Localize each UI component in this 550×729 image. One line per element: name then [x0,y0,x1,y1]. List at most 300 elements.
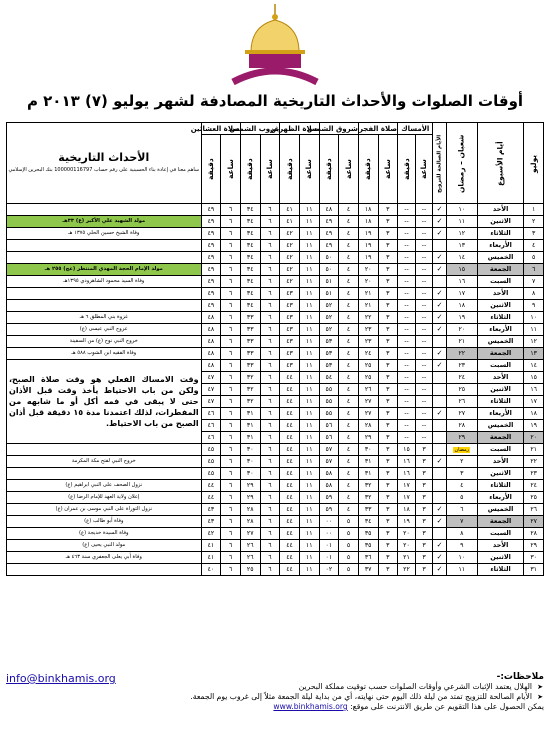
isha-minute: ٤٨ [201,360,221,372]
sunrise-hour: ٥ [339,516,359,528]
fajr-hour: ٣ [378,252,398,264]
isha-minute: ٤٦ [201,420,221,432]
isha-minute: ٤٥ [201,444,221,456]
sunrise-minute: ٥٨ [319,468,339,480]
table-row [7,504,544,516]
sunset-hour: ٦ [260,204,280,216]
marriage-check [433,528,446,540]
gregorian-day: ١٩ [524,420,544,432]
sunset-hour: ٦ [260,348,280,360]
imsak-minute: -- [398,324,416,336]
sunrise-hour: ٤ [339,312,359,324]
fajr-hour: ٣ [378,312,398,324]
hijri-day: ١١ [446,564,477,576]
sunrise-minute: ٥٦ [319,420,339,432]
weekday: الأحد [477,204,524,216]
fajr-hour: ٣ [378,480,398,492]
fajr-hour: ٣ [378,264,398,276]
gregorian-day: ٢٤ [524,480,544,492]
weekday: الخميس [477,504,524,516]
table-row [7,564,544,576]
event-cell [7,300,202,312]
marriage-check [433,372,446,384]
fajr-minute: ٢٤ [358,348,378,360]
dhuhr-minute: ٤٤ [280,528,300,540]
table-row [7,276,544,288]
marriage-check: ✓ [433,312,446,324]
isha-hour: ٦ [221,564,241,576]
sunset-minute: ٢٩ [240,480,260,492]
fajr-minute: ١٨ [358,216,378,228]
fajr-hour: ٣ [378,492,398,504]
dhuhr-minute: ٤٤ [280,564,300,576]
marriage-check: ✓ [433,504,446,516]
sunrise-minute: ٥٢ [319,300,339,312]
table-row [7,468,544,480]
sunset-hour: ٦ [260,240,280,252]
fajr-minute: ٢٨ [358,420,378,432]
imsak-hour: -- [415,348,433,360]
fajr-minute: ٢٩ [358,432,378,444]
dhuhr-hour: ١١ [299,252,319,264]
imsak-minute: ٢٠ [398,528,416,540]
imsak-hour: ٣ [415,504,433,516]
isha-minute: ٤٤ [201,480,221,492]
sunset-hour: ٦ [260,540,280,552]
sunrise-hour: ٤ [339,384,359,396]
isha-minute: ٤٠ [201,564,221,576]
gregorian-day: ٢٣ [524,468,544,480]
gregorian-day: ٣ [524,228,544,240]
page-title: أوقات الصلوات والأحداث التاريخية المصادفة لشهر يوليو (٧) ٢٠١٣ م [26,92,524,110]
gregorian-day: ١٥ [524,372,544,384]
marriage-check: ✓ [433,552,446,564]
weekday: الثلاثاء [477,228,524,240]
table-row [7,324,544,336]
hijri-day: ٢٥ [446,384,477,396]
table-row [7,552,544,564]
fajr-minute: ٣٢ [358,492,378,504]
sunset-hour: ٦ [260,504,280,516]
fajr-hour: ٣ [378,360,398,372]
fajr-hour: ٣ [378,288,398,300]
gregorian-day: ١٨ [524,408,544,420]
sunset-hour: ٦ [260,252,280,264]
fajr-hour: ٣ [378,456,398,468]
notes-list [6,682,544,702]
isha-minute: ٤٣ [201,516,221,528]
sunset-hour: ٦ [260,480,280,492]
hijri-day: ٤ [446,480,477,492]
sunset-minute: ٣٤ [240,288,260,300]
imsak-hour: ٣ [415,444,433,456]
marriage-check: ✓ [433,456,446,468]
isha-hour: ٦ [221,420,241,432]
dhuhr-minute: ٤٤ [280,372,300,384]
dhuhr-hour: ١١ [299,372,319,384]
dhuhr-minute: ٤٢ [280,264,300,276]
sunset-minute: ٢٨ [240,504,260,516]
fajr-minute: ١٩ [358,228,378,240]
gregorian-day: ٥ [524,252,544,264]
gregorian-day: ١ [524,204,544,216]
sunset-minute: ٣٣ [240,348,260,360]
imsak-minute: -- [398,240,416,252]
fajr-hour: ٣ [378,564,398,576]
fajr-hour: ٣ [378,396,398,408]
sunrise-minute: ٥١ [319,276,339,288]
sunrise-minute: ٥٣ [319,348,339,360]
sunrise-minute: ٥٩ [319,504,339,516]
marriage-check: ✓ [433,300,446,312]
dhuhr-minute: ٤٤ [280,468,300,480]
isha-minute: ٤٩ [201,276,221,288]
dhuhr-hour: ١١ [299,240,319,252]
sunrise-minute: ٥٧ [319,444,339,456]
hijri-day: ٢ [446,456,477,468]
website-link[interactable]: www.binkhamis.org [273,702,348,711]
sunrise-minute: ٠٢ [319,564,339,576]
weekday: الخميس [477,336,524,348]
isha-hour: ٦ [221,456,241,468]
marriage-check [433,432,446,444]
table-row [7,264,544,276]
table-row [7,528,544,540]
table-row [7,204,544,216]
header-isha: صلاة العشائين [190,124,240,133]
sunset-hour: ٦ [260,444,280,456]
table-row [7,492,544,504]
dhuhr-hour: ١١ [299,552,319,564]
imsak-minute: -- [398,288,416,300]
table-row [7,300,544,312]
event-cell [7,204,202,216]
event-cell: خروج النبي نوح (ع) من السفينة [7,336,202,348]
dhuhr-minute: ٤٣ [280,324,300,336]
isha-hour: ٦ [221,516,241,528]
weekday: الأربعاء [477,408,524,420]
header-events [7,123,202,204]
fajr-minute: ٢٦ [358,384,378,396]
weekday: السبت [477,360,524,372]
sunrise-hour: ٤ [339,360,359,372]
event-cell: وفاة السيدة خديجة (ع) [7,528,202,540]
dhuhr-hour: ١١ [299,300,319,312]
dhuhr-minute: ٤٣ [280,312,300,324]
imsak-hour: ٣ [415,564,433,576]
dhuhr-hour: ١١ [299,468,319,480]
event-cell: مولد الإمام الحجة المهدي المنتظر (عج) ٢٥٥ هـ [7,264,202,276]
dhuhr-minute: ٤٤ [280,492,300,504]
isha-hour: ٦ [221,528,241,540]
gregorian-day: ١٦ [524,384,544,396]
weekday: الاثنين [477,300,524,312]
event-cell: نزول الصحف على النبي ابراهيم (ع) [7,480,202,492]
dhuhr-minute: ٤٣ [280,360,300,372]
imsak-hour: -- [415,240,433,252]
sunrise-hour: ٤ [339,228,359,240]
fajr-hour-header: ساعة [378,135,398,204]
isha-hour: ٦ [221,372,241,384]
hijri-day: ٢٧ [446,408,477,420]
gregorian-day: ١١ [524,324,544,336]
sunset-hour: ٦ [260,432,280,444]
sunset-hour: ٦ [260,324,280,336]
imsak-minute: -- [398,420,416,432]
imsak-hour: ٣ [415,540,433,552]
imsak-minute: -- [398,204,416,216]
imsak-minute-header: دقيقة [398,135,416,204]
fajr-hour: ٣ [378,372,398,384]
dhuhr-minute: ٤٣ [280,348,300,360]
isha-minute: ٤٨ [201,348,221,360]
sunrise-hour-header: ساعة [339,135,359,204]
weekday: السبت [477,276,524,288]
isha-hour: ٦ [221,540,241,552]
fajr-hour: ٣ [378,516,398,528]
dhuhr-hour: ١١ [299,432,319,444]
hijri-day: ٦ [446,504,477,516]
hijri-day: ١٠ [446,204,477,216]
weekday: الاثنين [477,384,524,396]
sunset-minute-header: دقيقة [240,135,260,204]
imsak-hour: ٣ [415,492,433,504]
fajr-minute: ٣٥ [358,540,378,552]
header-hijri: شعبان – رمضان [446,123,477,204]
imsak-minute: ٢٢ [398,564,416,576]
dhuhr-hour: ١١ [299,540,319,552]
fajr-minute: ٣٥ [358,528,378,540]
gregorian-day: ١٢ [524,336,544,348]
event-cell: عروج النبي عيسى (ع) [7,324,202,336]
gregorian-day: ٢ [524,216,544,228]
isha-hour: ٦ [221,396,241,408]
dhuhr-hour: ١١ [299,288,319,300]
marriage-check: ✓ [433,408,446,420]
sunrise-hour: ٤ [339,372,359,384]
imsak-remark: وقت الامساك الفعلي هو وقت صلاة الصبح، ولكن من باب الاحتياط يأخذ وقت قبل الأذان حتى لا يبقى في فمه أكل أو ما شابهه من المفطرات، لذلك اعتمدنا مدة ١٥ دقيقة قبل أذان الصبح من باب الاحتياط. [7,360,202,444]
hijri-day: ٩ [446,540,477,552]
isha-minute: ٤٦ [201,432,221,444]
sunrise-minute: ٤٩ [319,216,339,228]
sunset-hour: ٦ [260,492,280,504]
isha-minute: ٤٤ [201,492,221,504]
sunrise-hour: ٤ [339,348,359,360]
sunrise-hour: ٤ [339,444,359,456]
isha-minute: ٤٩ [201,240,221,252]
isha-hour: ٦ [221,432,241,444]
hijri-day: ١٦ [446,276,477,288]
gregorian-day: ٣١ [524,564,544,576]
imsak-hour: -- [415,228,433,240]
sunrise-hour: ٤ [339,396,359,408]
isha-hour: ٦ [221,348,241,360]
sunset-minute: ٣١ [240,408,260,420]
marriage-check: ✓ [433,252,446,264]
marriage-check [433,396,446,408]
sunset-minute: ٣٢ [240,384,260,396]
weekday: الأحد [477,288,524,300]
sunset-minute: ٣١ [240,432,260,444]
fajr-minute: ٢٣ [358,324,378,336]
sunrise-hour: ٥ [339,540,359,552]
weekday: الجمعة [477,432,524,444]
sunrise-hour: ٤ [339,216,359,228]
weekday: الاثنين [477,468,524,480]
sunset-minute: ٣١ [240,420,260,432]
imsak-hour: -- [415,288,433,300]
isha-hour: ٦ [221,228,241,240]
imsak-hour: -- [415,264,433,276]
weekday: الاثنين [477,552,524,564]
sunset-minute: ٢٥ [240,564,260,576]
table-row [7,216,544,228]
weekday: الجمعة [477,264,524,276]
sunset-hour: ٦ [260,312,280,324]
marriage-check [433,468,446,480]
dhuhr-minute: ٤٤ [280,504,300,516]
sunset-hour: ٦ [260,564,280,576]
sunset-minute: ٢٧ [240,528,260,540]
event-cell [7,444,202,456]
fajr-hour: ٣ [378,468,398,480]
sunrise-minute: ٠٠ [319,528,339,540]
sunset-minute: ٣٤ [240,252,260,264]
sunset-hour: ٦ [260,336,280,348]
dhuhr-minute: ٤٣ [280,300,300,312]
isha-minute: ٤٣ [201,504,221,516]
marriage-check: ✓ [433,348,446,360]
marriage-check: ✓ [433,204,446,216]
weekday: الأحد [477,456,524,468]
sunrise-minute: ٥٨ [319,480,339,492]
imsak-minute: -- [398,360,416,372]
dhuhr-hour: ١١ [299,408,319,420]
imsak-hour: -- [415,420,433,432]
weekday: الجمعة [477,348,524,360]
fajr-minute: ٢١ [358,288,378,300]
sunrise-hour: ٤ [339,252,359,264]
isha-hour: ٦ [221,336,241,348]
dhuhr-minute: ٤٢ [280,228,300,240]
dhuhr-minute: ٤٤ [280,432,300,444]
sunrise-hour: ٤ [339,324,359,336]
table-body [7,204,544,576]
imsak-minute: -- [398,348,416,360]
fajr-hour: ٣ [378,204,398,216]
dhuhr-hour: ١١ [299,276,319,288]
isha-minute: ٤٨ [201,336,221,348]
dhuhr-hour-header: ساعة [299,135,319,204]
sunset-hour: ٦ [260,276,280,288]
note-item: ➤ الهلال يعتمد الإثبات الشرعي وأوقات الصلوات حسب توقيت مملكة البحرين [6,682,532,692]
isha-hour: ٦ [221,324,241,336]
dhuhr-minute: ٤٢ [280,276,300,288]
fajr-hour: ٣ [378,300,398,312]
event-cell: مولد النبي يحيى (ع) [7,540,202,552]
sunrise-hour: ٤ [339,300,359,312]
website-line [6,702,544,712]
isha-hour: ٦ [221,312,241,324]
sunset-minute: ٣٤ [240,216,260,228]
fajr-minute: ٣٢ [358,480,378,492]
sunrise-minute: ٥٣ [319,360,339,372]
sunset-hour: ٦ [260,228,280,240]
sunset-hour: ٦ [260,396,280,408]
gregorian-day: ٢١ [524,444,544,456]
isha-hour: ٦ [221,552,241,564]
gregorian-day: ٢٦ [524,504,544,516]
isha-hour: ٦ [221,300,241,312]
sunrise-minute: ٤٨ [319,204,339,216]
dhuhr-minute: ٤٣ [280,288,300,300]
header-sunset: غروب الشمس [229,124,280,133]
marriage-check [433,444,446,456]
dhuhr-minute: ٤٤ [280,552,300,564]
sunset-hour: ٦ [260,456,280,468]
imsak-hour: ٣ [415,480,433,492]
isha-hour: ٦ [221,216,241,228]
isha-minute: ٤١ [201,540,221,552]
header-fajr: صلاة الفجر [358,124,398,133]
sunset-minute: ٣٤ [240,228,260,240]
dhuhr-minute: ٤٣ [280,336,300,348]
imsak-minute: ٢١ [398,552,416,564]
sunrise-minute: ٠٠ [319,516,339,528]
isha-hour: ٦ [221,444,241,456]
table-row [7,360,544,372]
sunset-hour: ٦ [260,372,280,384]
gregorian-day: ٧ [524,276,544,288]
marriage-check [433,492,446,504]
imsak-minute: -- [398,312,416,324]
imsak-hour: -- [415,372,433,384]
fajr-minute: ٢٣ [358,336,378,348]
sunset-minute: ٣٤ [240,240,260,252]
marriage-check: ✓ [433,216,446,228]
fajr-minute: ٢١ [358,300,378,312]
fajr-hour: ٣ [378,348,398,360]
sunset-hour: ٦ [260,408,280,420]
event-cell [7,564,202,576]
dhuhr-hour: ١١ [299,312,319,324]
weekday: الأربعاء [477,240,524,252]
imsak-hour: -- [415,252,433,264]
dhuhr-hour: ١١ [299,396,319,408]
isha-minute: ٤٩ [201,300,221,312]
table-row [7,540,544,552]
fajr-minute: ٢٧ [358,408,378,420]
gregorian-day: ١٧ [524,396,544,408]
table-row [7,348,544,360]
dhuhr-hour: ١١ [299,204,319,216]
hijri-day: ٣ [446,468,477,480]
gregorian-day: ٩ [524,300,544,312]
isha-minute: ٤٩ [201,204,221,216]
weekday: الأحد [477,540,524,552]
weekday: السبت [477,528,524,540]
fajr-minute: ١٩ [358,240,378,252]
imsak-hour: -- [415,312,433,324]
email-link[interactable]: info@binkhamis.org [6,672,116,685]
event-cell [7,288,202,300]
weekday: الأربعاء [477,492,524,504]
imsak-minute: -- [398,264,416,276]
sunset-hour-header: ساعة [260,135,280,204]
dhuhr-hour: ١١ [299,492,319,504]
isha-minute: ٤٨ [201,324,221,336]
event-cell: وفاة أبو طالب (ع) [7,516,202,528]
